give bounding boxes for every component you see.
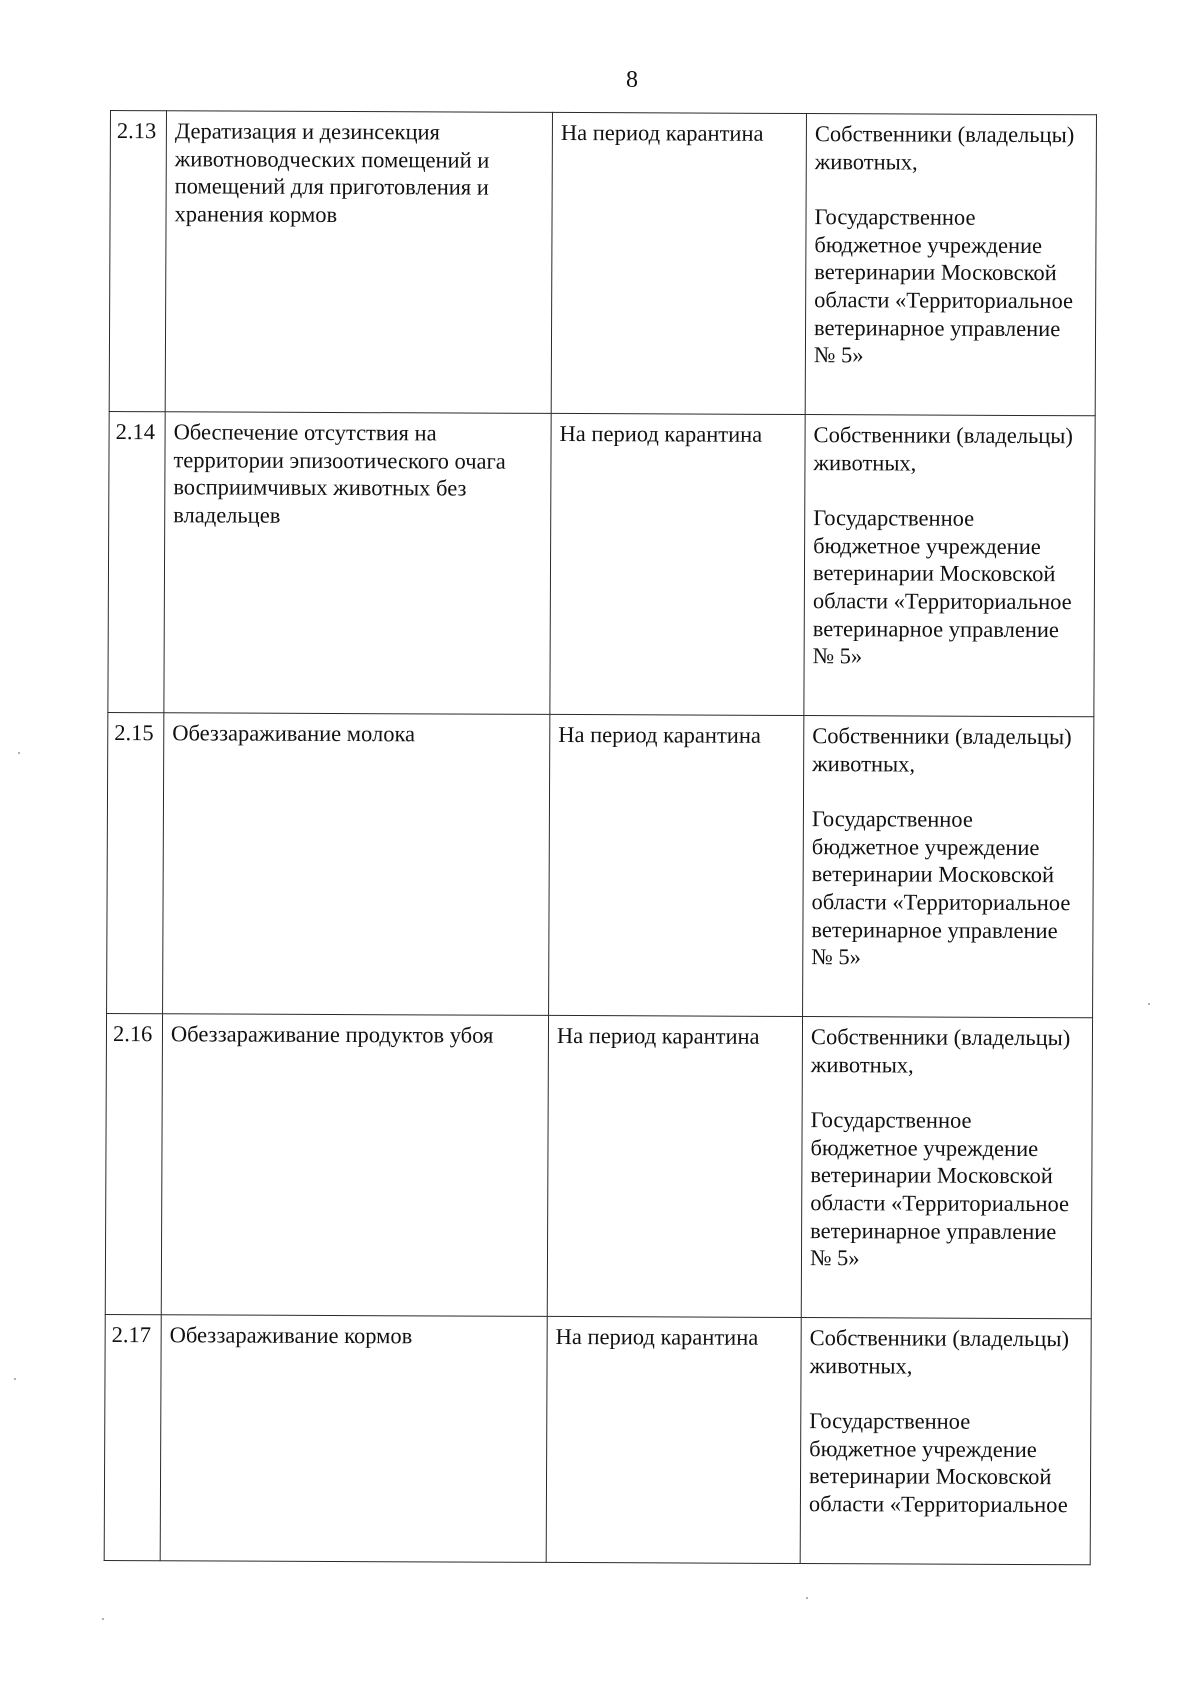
responsible-institution: Государственное бюджетное учреждение ветеринарии Московской области «Территориальное ветеринарное управление № 5» xyxy=(813,204,1074,368)
row-number: 2.15 xyxy=(107,712,164,1013)
scan-speck xyxy=(806,1597,808,1599)
responsible-institution: Государственное бюджетное учреждение ветеринарии Московской области «Территориальное xyxy=(808,1408,1068,1518)
responsible-institution: Государственное бюджетное учреждение ветеринарии Московской области «Территориальное ветеринарное управление № 5» xyxy=(811,806,1071,970)
responsible-owner: Собственники (владельцы) животных, xyxy=(813,422,1073,476)
term-cell: На период карантина xyxy=(551,112,806,414)
responsible-institution: Государственное бюджетное учреждение ветеринарии Московской области «Территориальное ветеринарное управление № 5» xyxy=(809,1107,1070,1271)
table-row xyxy=(109,111,1096,416)
responsible-cell xyxy=(800,1318,1091,1565)
scan-speck xyxy=(102,1618,104,1620)
responsible-cell xyxy=(804,415,1095,717)
responsible-cell xyxy=(805,114,1096,416)
action-cell: Обеспечение отсутствия на территории эпизоотического очага восприимчивых животных без владельцев xyxy=(164,412,551,715)
responsible-cell xyxy=(801,1017,1092,1319)
responsible-owner: Собственники (владельцы) животных, xyxy=(814,121,1075,175)
row-number: 2.17 xyxy=(104,1314,161,1560)
responsible-institution: Государственное бюджетное учреждение ветеринарии Московской области «Территориальное ветеринарное управление № 5» xyxy=(812,505,1072,669)
action-cell: Обеззараживание продуктов убоя xyxy=(161,1014,548,1317)
page-number: 8 xyxy=(626,67,638,93)
scan-speck xyxy=(14,1378,16,1380)
table-row xyxy=(104,1314,1091,1564)
row-number: 2.16 xyxy=(105,1013,162,1314)
measures-table xyxy=(104,110,1097,1565)
action-cell: Дератизация и дезинсекция животноводческих помещений и помещений для приготовления и хранения кормов xyxy=(165,111,552,414)
term-cell: На период карантина xyxy=(550,413,805,715)
action-cell: Обеззараживание кормов xyxy=(160,1315,547,1563)
scan-speck xyxy=(18,752,20,754)
responsible-owner: Собственники (владельцы) животных, xyxy=(809,1325,1070,1379)
term-cell: На период карантина xyxy=(546,1316,801,1563)
table-row xyxy=(107,712,1094,1017)
table-row xyxy=(108,411,1095,716)
row-number: 2.13 xyxy=(109,111,166,412)
scan-speck xyxy=(1148,1003,1150,1005)
term-cell: На период карантина xyxy=(549,714,804,1016)
action-cell: Обеззараживание молока xyxy=(163,713,550,1016)
row-number: 2.14 xyxy=(108,411,165,712)
responsible-owner: Собственники (владельцы) животных, xyxy=(810,1024,1071,1078)
term-cell: На период карантина xyxy=(547,1015,802,1317)
responsible-cell xyxy=(803,716,1094,1018)
responsible-owner: Собственники (владельцы) животных, xyxy=(812,723,1072,777)
table-row xyxy=(105,1013,1092,1318)
